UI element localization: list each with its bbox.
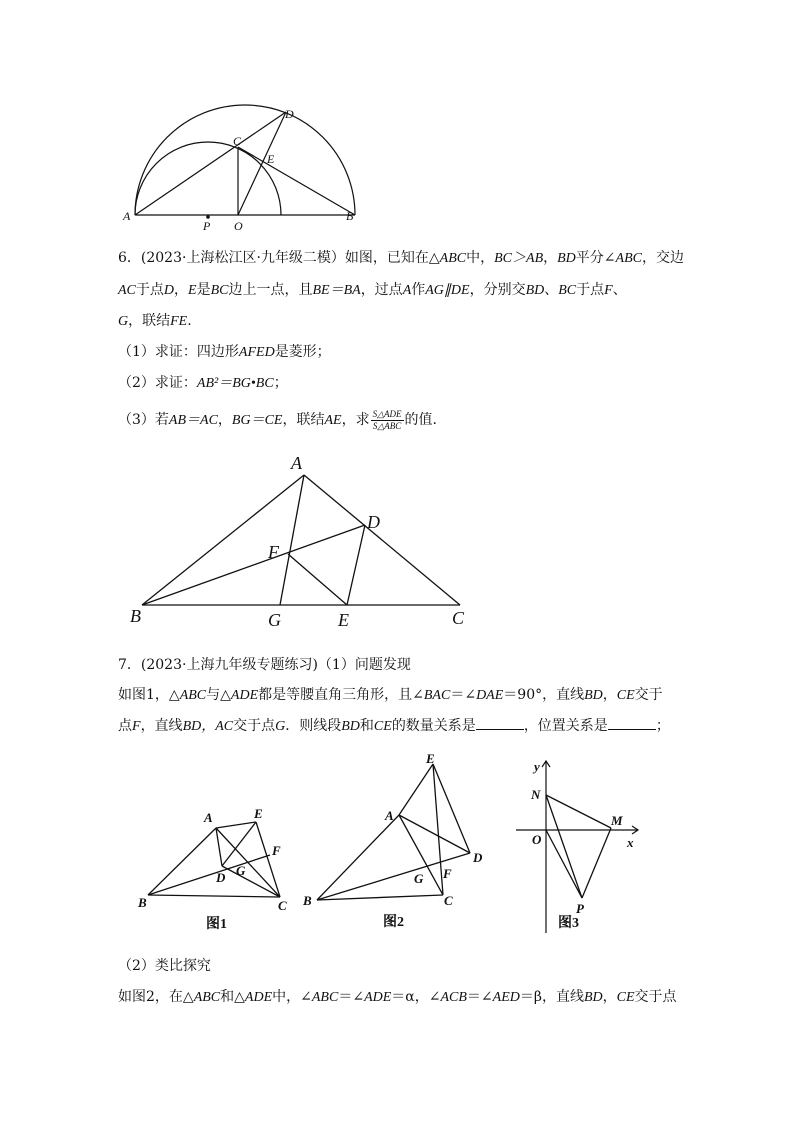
area-ratio-fraction: $\frac{\text{S△ADE}}{\text{S△ABC}}$ — [372, 408, 402, 431]
label-B: B — [346, 209, 354, 223]
answer-blank-quantity[interactable] — [476, 717, 524, 730]
label-A: A — [204, 810, 213, 825]
label-F: F — [443, 866, 452, 881]
figure-2-caption: 图2 — [383, 915, 404, 930]
label-A: A — [291, 453, 302, 473]
label-B: B — [130, 606, 141, 626]
q6-triangle-figure — [120, 450, 480, 630]
label-G: G — [236, 863, 246, 878]
q6-line1: 6．(2023·上海松江区·九年级二模）如图，已知在△ABC中，BC＞AB，BD平分∠ABC，交边 — [118, 250, 684, 266]
figure-1 — [130, 800, 300, 935]
q7-header: 7．(2023·上海九年级专题练习)（1）问题发现 — [118, 657, 411, 673]
label-B: B — [303, 893, 312, 908]
q6-part1: （1）求证：四边形AFED是菱形； — [118, 344, 331, 360]
q7-line2: 点F，直线BD，AC交于点G．则线段BD和CE的数量关系是 ，位置关系是 ； — [118, 718, 670, 734]
semicircle-figure — [110, 100, 370, 235]
label-D: D — [473, 850, 483, 865]
q7-line4: 如图2，在△ABC和△ADE中，∠ABC＝∠ADE＝α，∠ACB＝∠AED＝β，直线BD，CE交于点 — [118, 989, 677, 1005]
label-B: B — [138, 895, 147, 910]
label-E: E — [338, 610, 349, 630]
label-C: C — [233, 134, 242, 148]
q6-line3: G，联结FE. — [118, 313, 192, 329]
q6-part3: （3）若AB＝AC，BG＝CE，联结AE，求 $\frac{\text{S△ADE}}{\text{S△ABC}}$ 的值. — [118, 408, 437, 431]
label-G: G — [414, 871, 424, 886]
label-P: P — [203, 219, 211, 233]
label-C: C — [452, 608, 465, 628]
label-E: E — [254, 806, 263, 821]
label-M: M — [611, 813, 623, 828]
label-E: E — [267, 152, 275, 166]
figure-3-caption: 图3 — [558, 916, 579, 931]
figure-1-caption: 图1 — [206, 917, 227, 932]
label-O: O — [234, 219, 243, 233]
answer-blank-position[interactable] — [608, 717, 656, 730]
q6-part2: （2）求证：AB²＝BG•BC； — [118, 375, 288, 391]
label-G: G — [268, 610, 281, 630]
label-y: y — [534, 759, 540, 774]
q6-line2: AC于点D，E是BC边上一点，且BE＝BA，过点A作AG∥DE，分别交BD、BC于点F、 — [118, 282, 627, 298]
label-P: P — [576, 901, 584, 916]
q7-line1: 如图1，△ABC与△ADE都是等腰直角三角形，且∠BAC＝∠DAE＝90°，直线BD，CE交于 — [118, 687, 663, 703]
q7-sub2: （2）类比探究 — [118, 958, 211, 974]
label-F: F — [272, 843, 281, 858]
label-D: D — [216, 870, 226, 885]
label-D: D — [285, 107, 294, 121]
label-A: A — [385, 808, 394, 823]
label-C: C — [278, 898, 287, 913]
label-D: D — [367, 512, 380, 532]
label-x: x — [627, 835, 634, 850]
label-A: A — [123, 209, 131, 223]
figure-3 — [510, 755, 650, 935]
label-F: F — [268, 542, 279, 562]
label-C: C — [444, 893, 453, 908]
label-E: E — [426, 751, 435, 766]
label-N: N — [531, 787, 541, 802]
figure-2 — [295, 748, 495, 933]
label-O: O — [532, 832, 542, 847]
